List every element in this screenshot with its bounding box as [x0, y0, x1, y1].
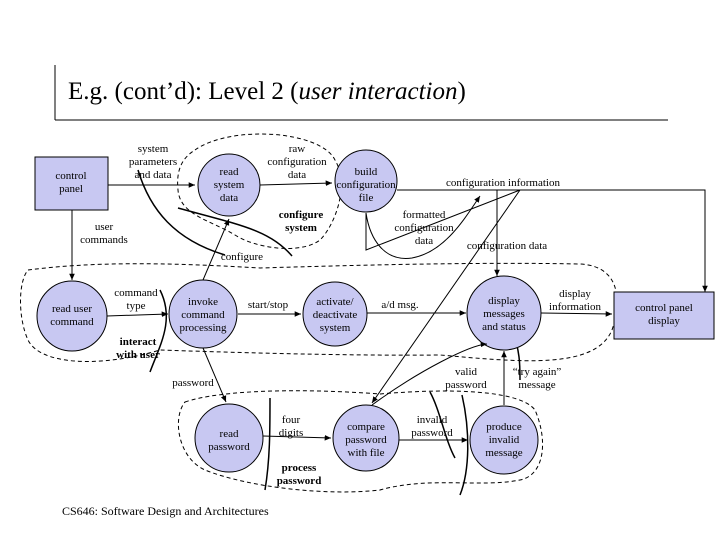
- command-type-label: command type: [114, 287, 158, 312]
- title-main: E.g. (cont’d): Level 2 (: [68, 78, 299, 105]
- system-parameters-label: system parameters and data: [128, 143, 178, 181]
- read-user-command-label: read user command: [50, 303, 94, 328]
- raw-configuration-data-label: raw configuration data: [267, 143, 327, 181]
- display-information-label: display information: [549, 288, 601, 313]
- process-password-label: process password: [276, 462, 322, 487]
- slide-title: [68, 78, 466, 106]
- configuration-data-label: configuration data: [466, 240, 548, 252]
- formatted-configuration-data-label: formatted configuration data: [394, 209, 454, 247]
- display-messages-label: display messages and status: [482, 295, 526, 333]
- invalid-password-label: invalid password: [411, 414, 453, 439]
- ad-msg-label: a/d msg.: [381, 299, 419, 311]
- flow-raw-configuration-data: [260, 183, 332, 185]
- try-again-message-label: “try again” message: [512, 366, 562, 391]
- control-panel-label: control panel: [55, 170, 87, 195]
- title-close: ): [457, 78, 466, 105]
- valid-password-label: valid password: [445, 366, 487, 391]
- control-panel-display-label: control panel display: [635, 302, 693, 327]
- configure-label: configure: [220, 251, 264, 263]
- footer-course-label: CS646: Software Design and Architectures: [62, 504, 269, 518]
- produce-invalid-message-label: produce invalid message: [485, 421, 523, 459]
- user-commands-label: user commands: [80, 221, 128, 246]
- configuration-information-label: configuration information: [446, 177, 560, 189]
- password-label: password: [172, 377, 214, 389]
- interact-with-user-label: interact with user: [116, 336, 160, 361]
- activate-deactivate-system-label: activate/ deactivate system: [312, 296, 358, 334]
- compare-password-label: compare password with file: [345, 421, 387, 459]
- read-password-label: read password: [208, 428, 250, 453]
- four-digits-label: four digits: [278, 414, 304, 439]
- start-stop-label: start/stop: [247, 299, 289, 311]
- build-configuration-file-label: build configuration file: [336, 166, 396, 204]
- divider-line-4: [265, 398, 270, 490]
- invoke-command-processing-label: invoke command processing: [179, 296, 227, 334]
- flow-command-type: [107, 314, 168, 316]
- configure-system-label: configure system: [278, 209, 324, 234]
- flow-configure: [203, 219, 229, 280]
- flow-password: [203, 348, 226, 402]
- read-system-data-label: read system data: [213, 166, 245, 204]
- title-italic: user interaction: [298, 78, 458, 105]
- divider-line-6: [460, 395, 468, 495]
